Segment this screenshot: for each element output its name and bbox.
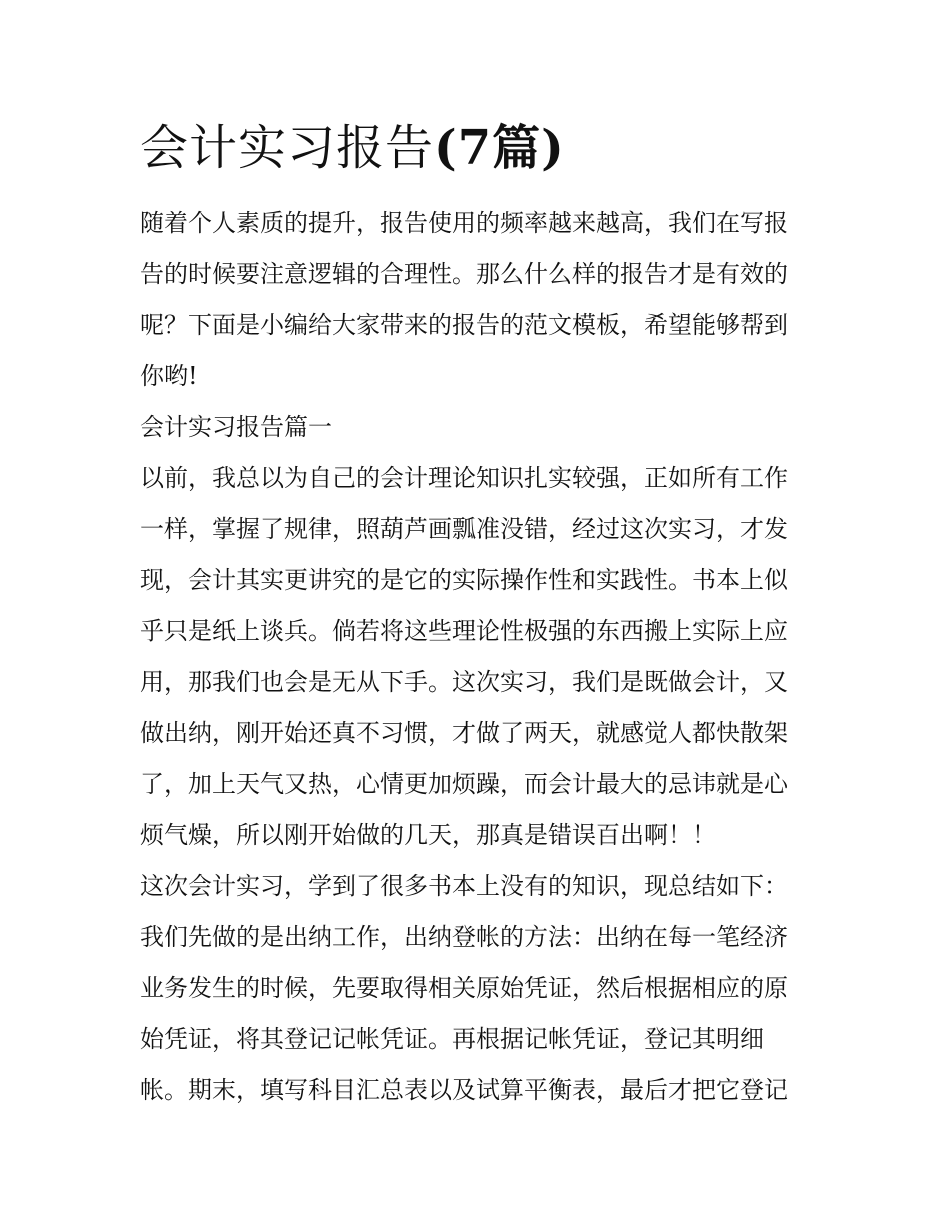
title-text: 会计实习报告 [140, 120, 435, 176]
text-line: 以前，我总以为自己的会计理论知识扎实较强，正如所有工作 [140, 464, 788, 492]
text-line: 告的时候要注意逻辑的合理性。那么什么样的报告才是有效的 [140, 260, 788, 288]
text-line: 这次会计实习，学到了很多书本上没有的知识，现总结如下： [140, 872, 788, 900]
document-body [140, 118, 820, 1116]
text-line: 随着个人素质的提升，报告使用的频率越来越高，我们在写报 [140, 209, 788, 237]
text-line: 乎只是纸上谈兵。倘若将这些理论性极强的东西搬上实际上应 [140, 617, 788, 645]
text-line: 你哟! [140, 362, 198, 390]
text-line: 业务发生的时候，先要取得相关原始凭证，然后根据相应的原 [140, 974, 788, 1002]
title-count: (7篇) [434, 120, 565, 176]
text-line: 一样，掌握了规律，照葫芦画瓢准没错，经过这次实习，才发 [140, 515, 788, 543]
text-line: 烦气燥，所以刚开始做的几天，那真是错误百出啊！！ [140, 821, 716, 849]
text-line: 呢？下面是小编给大家带来的报告的范文模板，希望能够帮到 [140, 311, 788, 339]
text-line: 帐。期末，填写科目汇总表以及试算平衡表，最后才把它登记 [140, 1076, 788, 1104]
text-line: 我们先做的是出纳工作，出纳登帐的方法：出纳在每一笔经济 [140, 923, 788, 951]
text-line: 做出纳，刚开始还真不习惯，才做了两天，就感觉人都快散架 [140, 719, 788, 747]
section-heading: 会计实习报告篇一 [140, 413, 332, 441]
text-line: 用，那我们也会是无从下手。这次实习，我们是既做会计，又 [140, 668, 788, 696]
text-line: 现，会计其实更讲究的是它的实际操作性和实践性。书本上似 [140, 566, 788, 594]
document-title [140, 118, 820, 178]
text-line: 始凭证，将其登记记帐凭证。再根据记帐凭证，登记其明细 [140, 1025, 764, 1053]
text-line: 了，加上天气又热，心情更加烦躁，而会计最大的忌讳就是心 [140, 770, 788, 798]
text-lines [140, 198, 820, 1116]
